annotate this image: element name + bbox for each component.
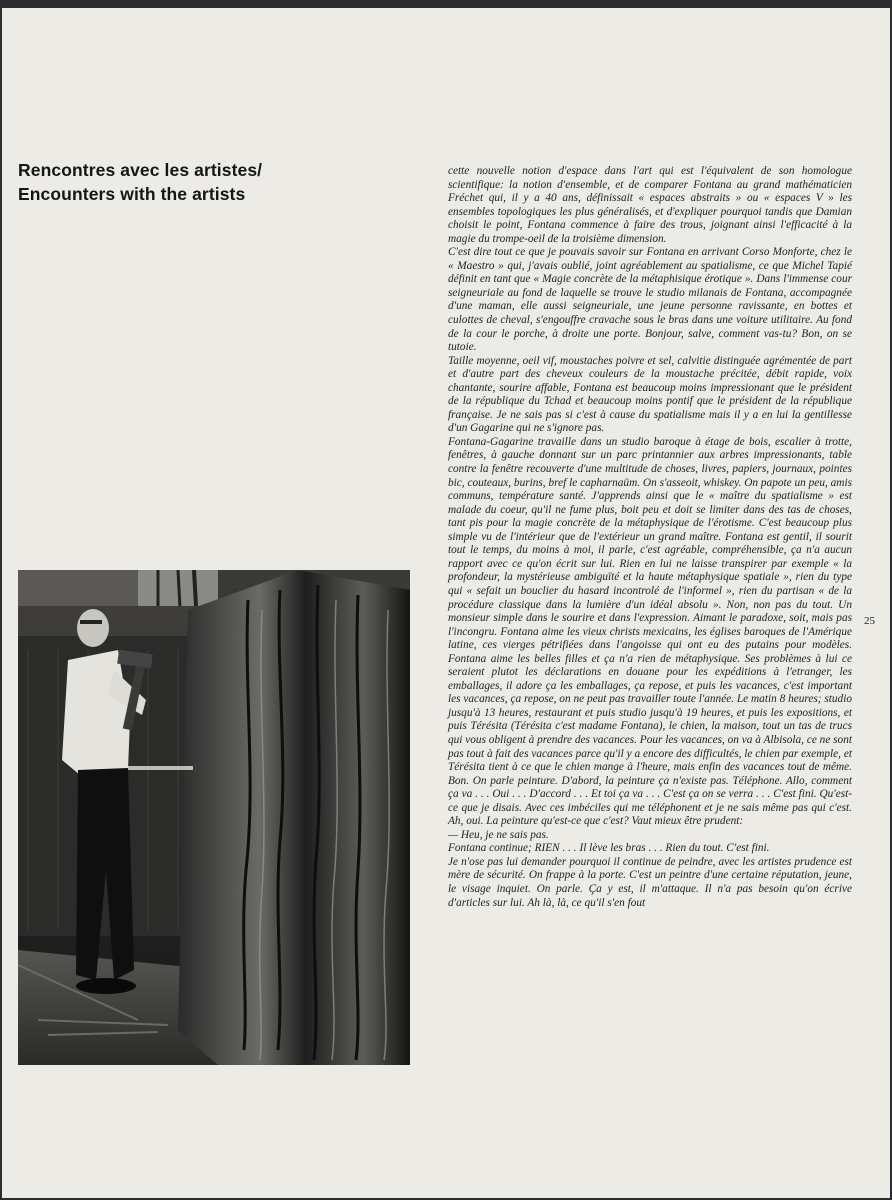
paragraph: — Heu, je ne sais pas. xyxy=(448,828,549,841)
paragraph: Taille moyenne, oeil vif, moustaches poivre et sel, calvitie distinguée agrémentée de part et d'autre part des cheveux couleurs de la moustache précitée, débit rapide, voix chantante, sourire affable, Fontana est beaucoup moins impressionant que le président de la république du Tchad et beaucoup moins pontif que le président de la république française. Je ne sais pas si c'est à cause du spatialisme mais il y a en lui la gentillesse d'un Gagarine qui ne s'ignore pas. xyxy=(448,354,852,435)
page-number: 25 xyxy=(864,615,875,627)
article-body xyxy=(448,165,852,910)
section-heading xyxy=(18,158,262,206)
photo-illustration xyxy=(18,570,410,1065)
heading-french: Rencontres avec les artistes/ xyxy=(18,160,263,180)
magazine-page xyxy=(2,8,890,1198)
heading-english: Encounters with the artists xyxy=(18,184,246,204)
paragraph: cette nouvelle notion d'espace dans l'art qui est l'équivalent de son homologue scientifique: la notion d'ensemble, et de comparer Fontana au grand mathématicien Fréchet qui, il y a 40 ans, définissait « espaces abstraits » ou « espaces V » les ensembles topologiques les plus généralisés, et d'expliquer pourquoi tandis que Damian choisit le point, Fontana commence à faire des trous, joignant ainsi l'efficacité à la magie du trompe-oeil de la troisième dimension. xyxy=(448,165,852,245)
paragraph: C'est dire tout ce que je pouvais savoir sur Fontana en arrivant Corso Monforte, chez le « Maestro » qui, j'avais oublié, joint agréablement au spatialisme, ce que Michel Tapié définit en tant que « Magie concrète de la métaphisique érotique ». Dans l'immense cour seigneuriale au fond de laquelle se trouve le studio milanais de Fontana, accompagnée d'une maman, elle aussi seigneuriale, une jeune personne ravissante, en bottes et culottes de cheval, s'engouffre cravache sous le bras dans une voiture utilitaire. Au fond de la cour le porche, à droite une porte. Bonjour, salve, comment vas-tu? Bon, on se tutoie. xyxy=(448,246,852,354)
paragraph: Fontana continue; RIEN . . . Il lève les bras . . . Rien du tout. C'est fini. xyxy=(448,842,770,855)
paragraph: Fontana-Gagarine travaille dans un studio baroque à étage de bois, escalier à trotte, fenêtres, à gauche donnant sur un parc printannier aux arbres impressionants, table contre la fenêtre recouverte d'une multitude de choses, livres, papiers, journaux, pointes bic, couteaux, burins, bref le capharnaüm. On s'asseoit, whiskey. On papote un peu, amis communs, température santé. J'apprends ainsi que le « maître du spatialisme » est malade du coeur, qu'il ne fume plus, boit peu et doit se limiter dans des tas de choses, tant pis pour la magie concrète de la métaphysique de l'érotisme. C'est beaucoup plus simple vu de l'intérieur que de l'extérieur un grand maître. Fontana est gentil, il sourit tout le temps, du moins à moi, il parle, c'est agréable, compréhensible, ça n'a aucun rapport avec ce qu'on écrit sur lui. Rien en lui ne laisse transpirer par exemple « la profondeur, la mystérieuse ambiguïté et la haute métaphysique spatiale », rien du type qui « sefait un bouclier du hasard incontrolé de l'informel », rien du partisan « de la procédure classique dans la lumière d'un idéal absolu ». Non, non pas du tout. Un monsieur simple dans le sourire et dans l'expression. Aimant le paradoxe, soit, mais pas l'incongru. Fontana aime les vieux christs mexicains, les églises baroques de l'Amérique latine, ces vierges pétrifiées dans l'angoisse qui ont eu des putains pour modèles. Fontana aime les belles filles et ça n'a rien de métaphysique. Ses problèmes à lui ce seraient plutot les déclarations en douane pour les expéditions à l'etranger, les emballages, il adore ça les emballages, ça repose, et puis les vacances, c'est important les vacances, ça repose, on ne peut pas travailler toute l'année. Le matin 8 heures; studio jusqu'à 13 heures, restaurant et puis studio jusqu'à 19 heures, et puis les expositions, et puis Térésita (Térésita c'est madame Fontana), le chien, la maison, tout un tas de trucs qui vous obligent à prendre des vacances. Pour les vacances, on va à Albisola, ce ne sont pas tout à fait des vacances parce qu'il y a encore des difficultés, le chien par exemple, et Térésita tient à ce que le chien mange à l'heure, mais enfin des vacances tout de même. Bon. On parle peinture. D'abord, la peinture ça n'existe pas. Téléphone. Allo, comment ça va . . . Oui . . . D'accord . . . Et toi ça va . . . C'est ça on se verra . . . C'est fini. Qu'est-ce que je disais. Avec ces imbéciles qui me téléphonent et je ne sais même pas qui c'est. Ah, oui. La peinture qu'est-ce que c'est? Vaut mieux être prudent: xyxy=(448,435,852,828)
paragraph: Je n'ose pas lui demander pourquoi il continue de peindre, avec les artistes prudence est mère de sécurité. On frappe à la porte. C'est un peintre d'une certaine réputation, jeune, le visage inquiet. On parle. Ça y est, il m'attaque. Il n'a pas besoin qu'on écrive d'articles sur lui. Ah là, là, ce qu'il s'en fout xyxy=(448,855,852,909)
artist-studio-photo xyxy=(18,570,410,1065)
